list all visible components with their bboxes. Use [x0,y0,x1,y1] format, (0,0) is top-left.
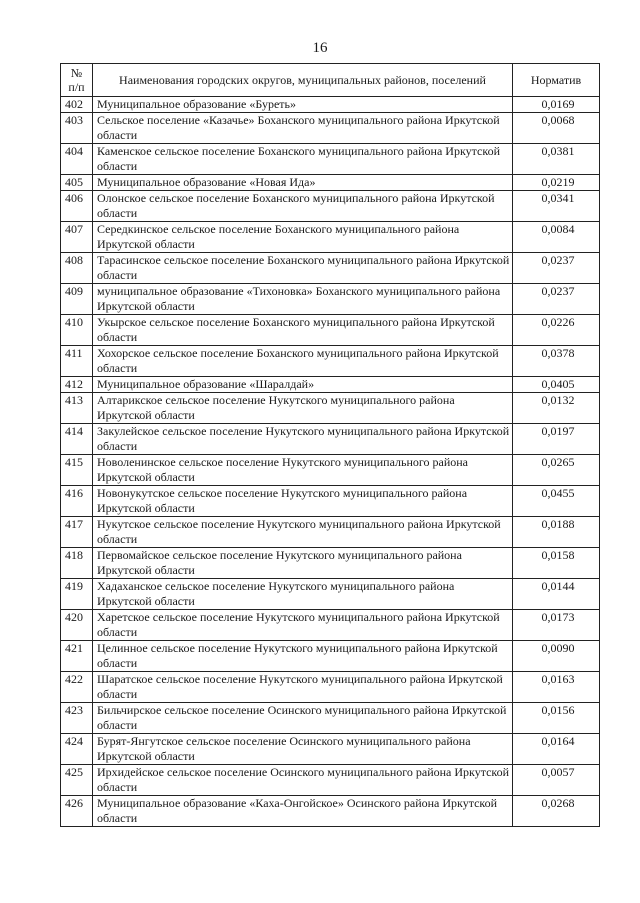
row-value: 0,0197 [513,424,600,455]
row-name: муниципальное образование «Тихоновка» Боханского муниципального района Иркутской области [93,284,513,315]
row-name: Первомайское сельское поселение Нукутского муниципального района Иркутской области [93,548,513,579]
table-row [61,424,600,455]
row-value: 0,0237 [513,253,600,284]
row-value: 0,0405 [513,377,600,393]
row-number: 423 [61,703,93,734]
row-name: Новонукутское сельское поселение Нукутского муниципального района Иркутской области [93,486,513,517]
row-number: 426 [61,796,93,827]
row-value: 0,0169 [513,97,600,113]
row-value: 0,0455 [513,486,600,517]
table-row [61,222,600,253]
row-value: 0,0057 [513,765,600,796]
row-name: Середкинское сельское поселение Боханского муниципального района Иркутской области [93,222,513,253]
row-value: 0,0237 [513,284,600,315]
row-name: Хадаханское сельское поселение Нукутского муниципального района Иркутской области [93,579,513,610]
row-number: 404 [61,144,93,175]
table-row [61,113,600,144]
table-row [61,579,600,610]
row-number: 424 [61,734,93,765]
row-value: 0,0265 [513,455,600,486]
row-value: 0,0164 [513,734,600,765]
row-number: 405 [61,175,93,191]
row-name: Сельское поселение «Казачье» Боханского муниципального района Иркутской области [93,113,513,144]
row-value: 0,0381 [513,144,600,175]
row-number: 420 [61,610,93,641]
row-name: Каменское сельское поселение Боханского муниципального района Иркутской области [93,144,513,175]
header-number [61,64,93,97]
header-name: Наименования городских округов, муниципальных районов, поселений [93,64,513,97]
row-name: Тарасинское сельское поселение Боханского муниципального района Иркутской области [93,253,513,284]
header-value: Норматив [513,64,600,97]
row-value: 0,0219 [513,175,600,191]
table-row [61,765,600,796]
row-value: 0,0188 [513,517,600,548]
table-header-row [61,64,600,97]
table-row [61,393,600,424]
table-body [61,97,600,827]
row-value: 0,0378 [513,346,600,377]
header-number-line2: п/п [68,80,85,94]
table-row [61,734,600,765]
table-row [61,346,600,377]
row-number: 425 [61,765,93,796]
row-name: Муниципальное образование «Шаралдай» [93,377,513,393]
row-number: 421 [61,641,93,672]
row-name: Олонское сельское поселение Боханского муниципального района Иркутской области [93,191,513,222]
row-name: Новоленинское сельское поселение Нукутского муниципального района Иркутской области [93,455,513,486]
row-number: 417 [61,517,93,548]
header-number-line1: № [70,66,83,80]
table-row [61,672,600,703]
row-number: 402 [61,97,93,113]
row-number: 407 [61,222,93,253]
table-row [61,315,600,346]
table-row [61,703,600,734]
table-row [61,253,600,284]
row-value: 0,0158 [513,548,600,579]
row-number: 419 [61,579,93,610]
row-name: Харетское сельское поселение Нукутского муниципального района Иркутской области [93,610,513,641]
row-name: Муниципальное образование «Каха-Онгойское» Осинского района Иркутской области [93,796,513,827]
row-value: 0,0268 [513,796,600,827]
row-value: 0,0173 [513,610,600,641]
row-value: 0,0156 [513,703,600,734]
row-number: 418 [61,548,93,579]
table-row [61,796,600,827]
row-value: 0,0341 [513,191,600,222]
table-row [61,548,600,579]
row-value: 0,0226 [513,315,600,346]
table-row [61,455,600,486]
row-number: 410 [61,315,93,346]
row-value: 0,0132 [513,393,600,424]
row-number: 406 [61,191,93,222]
table-row [61,641,600,672]
table-row [61,377,600,393]
row-name: Бурят-Янгутское сельское поселение Осинского муниципального района Иркутской области [93,734,513,765]
page-number: 16 [312,40,328,56]
row-number: 403 [61,113,93,144]
table-row [61,284,600,315]
row-number: 413 [61,393,93,424]
table-row [61,144,600,175]
table-row [61,97,600,113]
row-name: Целинное сельское поселение Нукутского муниципального района Иркутской области [93,641,513,672]
row-number: 414 [61,424,93,455]
row-number: 411 [61,346,93,377]
table-row [61,610,600,641]
table-row [61,486,600,517]
row-number: 409 [61,284,93,315]
table-row [61,517,600,548]
row-name: Укырское сельское поселение Боханского муниципального района Иркутской области [93,315,513,346]
row-name: Шаратское сельское поселение Нукутского муниципального района Иркутской области [93,672,513,703]
row-number: 412 [61,377,93,393]
row-name: Нукутское сельское поселение Нукутского муниципального района Иркутской области [93,517,513,548]
row-name: Закулейское сельское поселение Нукутского муниципального района Иркутской области [93,424,513,455]
row-name: Хохорское сельское поселение Боханского муниципального района Иркутской области [93,346,513,377]
row-value: 0,0163 [513,672,600,703]
row-number: 422 [61,672,93,703]
normative-table [60,63,600,827]
row-value: 0,0084 [513,222,600,253]
row-number: 415 [61,455,93,486]
row-name: Муниципальное образование «Новая Ида» [93,175,513,191]
row-name: Бильчирское сельское поселение Осинского муниципального района Иркутской области [93,703,513,734]
row-value: 0,0144 [513,579,600,610]
table-row [61,175,600,191]
row-name: Муниципальное образование «Буреть» [93,97,513,113]
row-name: Алтарикское сельское поселение Нукутского муниципального района Иркутской области [93,393,513,424]
row-value: 0,0068 [513,113,600,144]
table-row [61,191,600,222]
row-name: Ирхидейское сельское поселение Осинского муниципального района Иркутской области [93,765,513,796]
row-number: 416 [61,486,93,517]
row-value: 0,0090 [513,641,600,672]
row-number: 408 [61,253,93,284]
